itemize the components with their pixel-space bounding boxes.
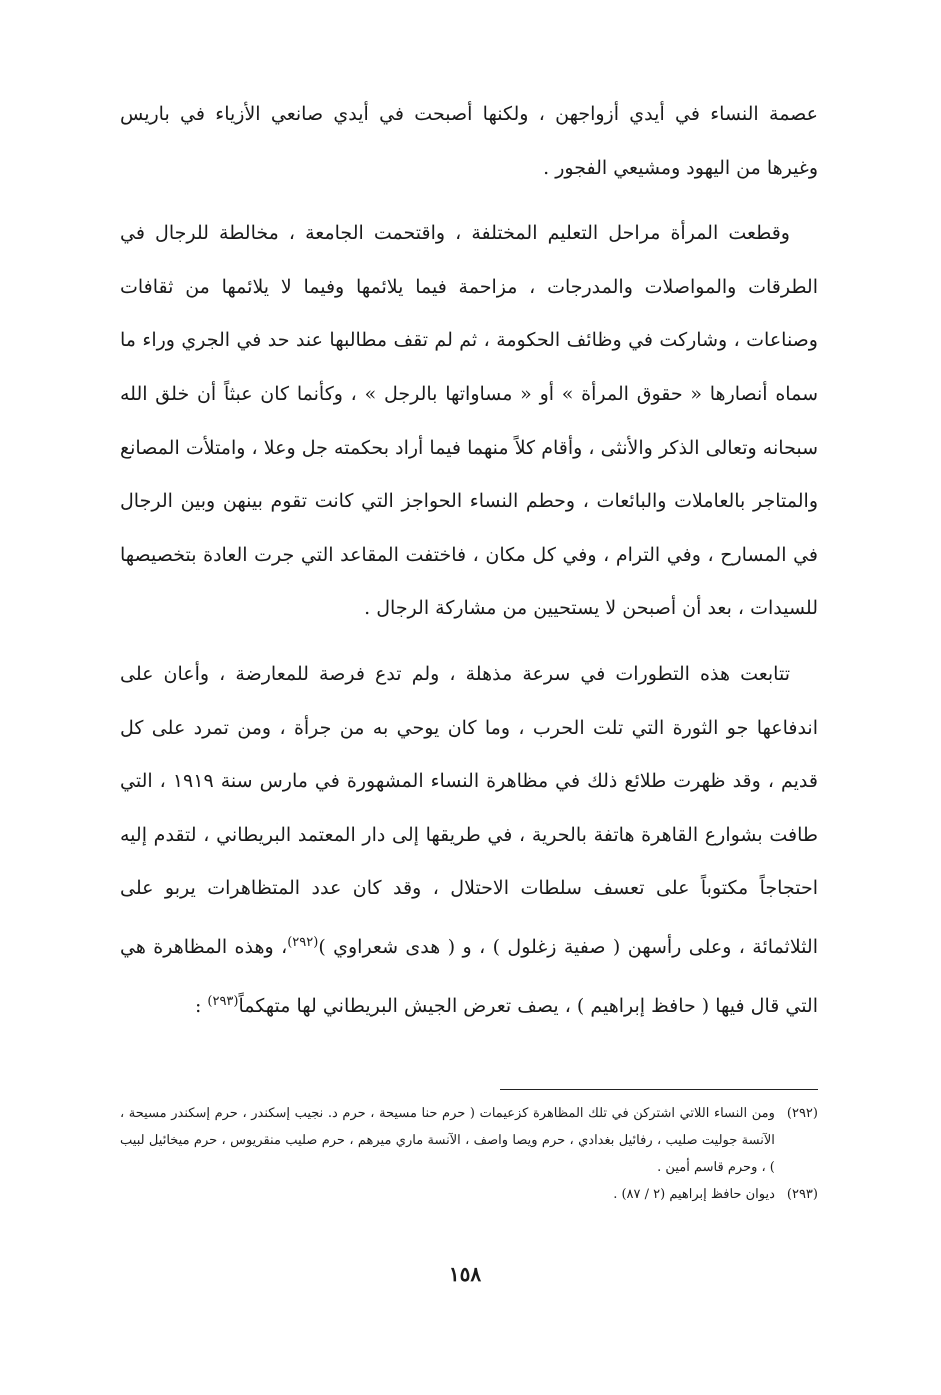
body-text: [120, 88, 818, 1033]
page-number: ١٥٨: [448, 1262, 482, 1286]
footnotes: [120, 1100, 818, 1208]
paragraph-3-part-1: تتابعت هذه التطورات في سرعة مذهلة ، ولم تدع فرصة للمعارضة ، وأعان على اندفاعها جو الثورة التي تلت الحرب ، وما كان يوحي به من جرأة ، ومن تمرد على كل قديم ، وقد ظهرت طلائع ذلك في مظاهرة النساء المشهورة في مارس سنة ١٩١٩ ، التي طافت بشوارع القاهرة هاتفة بالحرية ، في طريقها إلى دار المعتمد البريطاني ، لتقدم إليه احتجاجاً مكتوباً على تعسف سلطات الاحتلال ، وقد كان عدد المتظاهرات يربو على الثلاثمائة ، وعلى رأسهن ( صفية زغلول ) ، و ( هدى شعراوي ): [120, 662, 818, 958]
footnote-text: ومن النساء اللاتي اشتركن في تلك المظاهرة كزعيمات ( حرم حنا مسيحة ، حرم د. نجيب إسكندر ، حرم إسكندر مسيحة ، الآنسة جوليت صليب ، رفائيل بغدادي ، حرم ويصا واصف ، الآنسة ماري ميرهم ، حرم صليب منقريوس ، حرم ميخائيل لبيب ) ، وحرم قاسم أمين .: [120, 1106, 775, 1175]
footnote-number: (٢٩٣): [786, 1187, 818, 1202]
paragraph-3-part-3: :: [194, 994, 208, 1017]
footnote-293: [120, 1181, 818, 1208]
paragraph-1: عصمة النساء في أيدي أزواجهن ، ولكنها أصبحت في أيدي صانعي الأزياء في باريس وغيرها من اليهود ومشيعي الفجور .: [120, 103, 818, 179]
paragraph-3-part-2: ، وهذه المظاهرة هي التي قال فيها ( حافظ إبراهيم ) ، يصف تعرض الجيش البريطاني لها متهكماً: [120, 935, 818, 1017]
footnote-text: ديوان حافظ إبراهيم (٢ / ٨٧) .: [613, 1187, 775, 1202]
footnote-ref-293: (٢٩٣): [207, 993, 239, 1009]
paragraph-2: وقطعت المرأة مراحل التعليم المختلفة ، واقتحمت الجامعة ، مخالطة للرجال في الطرقات والمواصلات والمدرجات ، مزاحمة فيما يلائمها وفيما لا يلائمها من ثقافات وصناعات ، وشاركت في وظائف الحكومة ، ثم لم تقف مطالبها عند حد في الجري وراء ما سماه أنصارها « حقوق المرأة » أو « مساواتها بالرجل » ، وكأنما كان عبثاً أن خلق الله سبحانه وتعالى الذكر والأنثى ، وأقام كلاً منهما فيما أراد بحكمته جل وعلا ، وامتلأت المصانع والمتاجر بالعاملات والبائعات ، وحطم النساء الحواجز التي كانت تقوم بينهن وبين الرجال في المسارح ، وفي الترام ، وفي كل مكان ، فاختفت المقاعد التي جرت العادة بتخصيصها للسيدات ، بعد أن أصبحن لا يستحيين من مشاركة الرجال .: [120, 222, 818, 620]
footnote-ref-292: (٢٩٢): [287, 934, 319, 950]
paragraph-3: [120, 648, 818, 1033]
footnote-number: (٢٩٢): [786, 1106, 818, 1121]
footnote-292: [120, 1100, 818, 1181]
footnote-separator: [500, 1089, 818, 1090]
